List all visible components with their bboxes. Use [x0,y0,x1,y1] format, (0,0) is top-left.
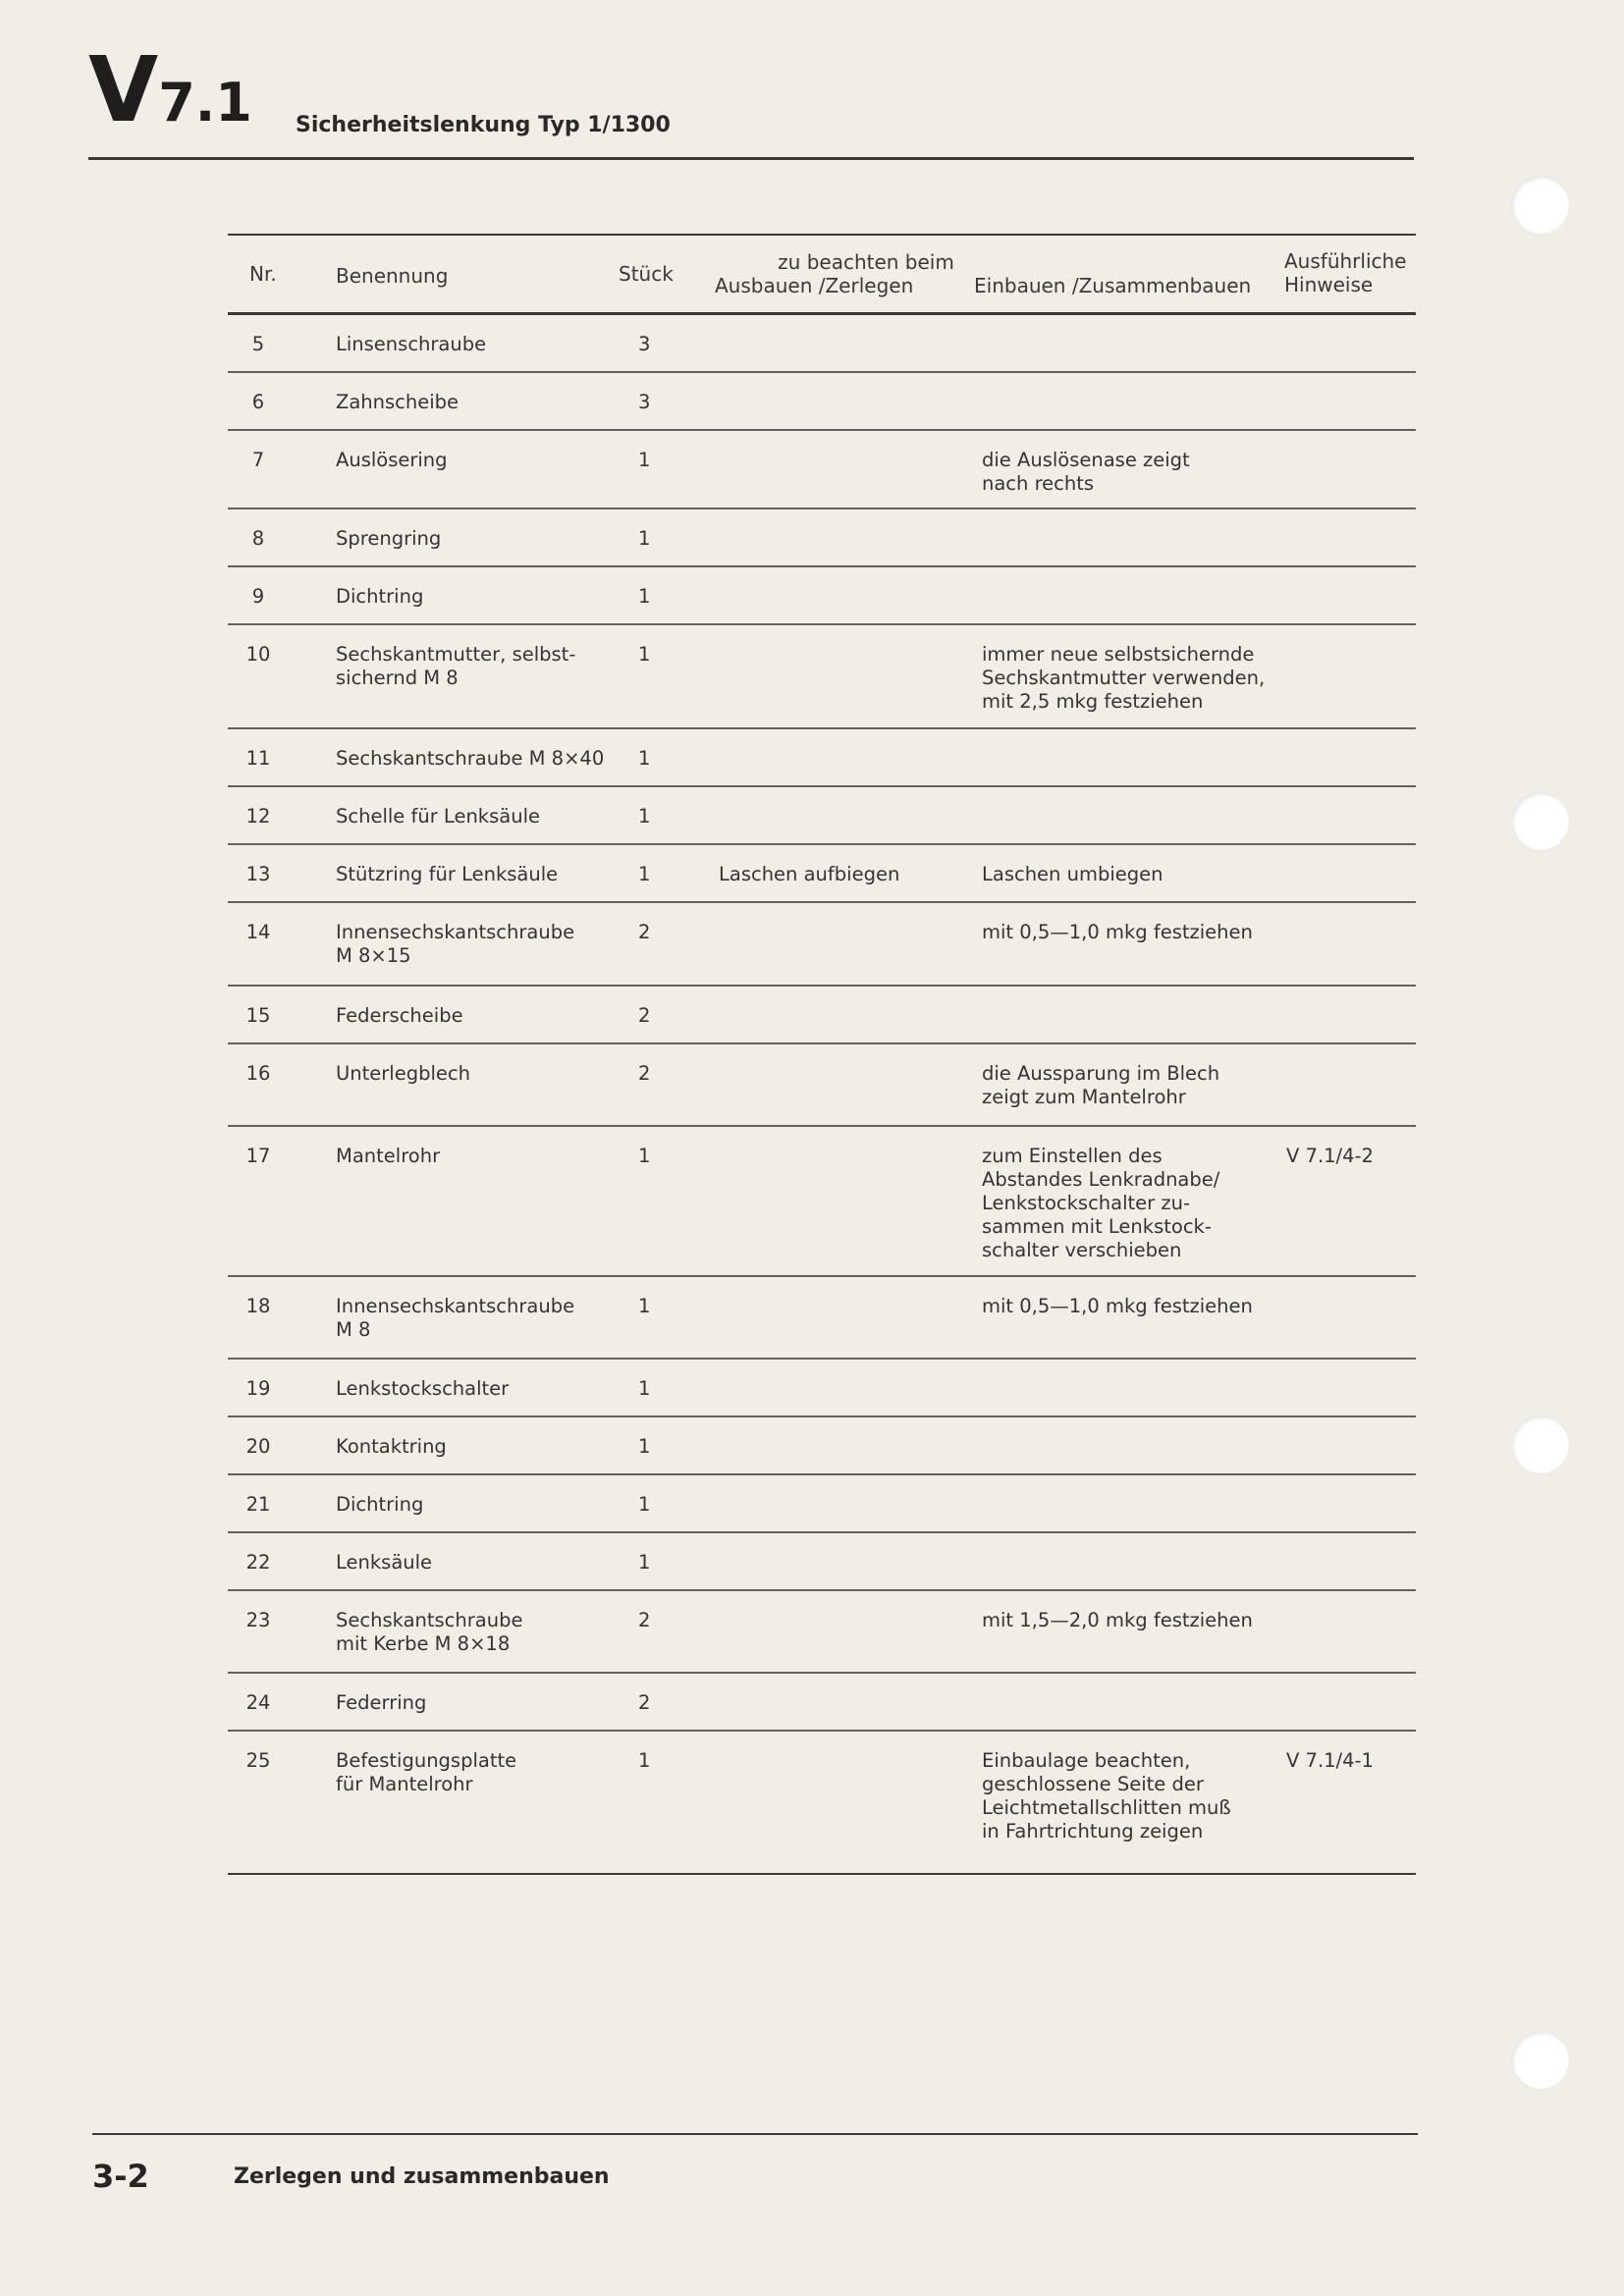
part-quantity: 1 [638,643,651,666]
part-quantity: 1 [638,527,651,550]
row-number: 25 [245,1749,271,1772]
header-ausbauen: Ausbauen /Zerlegen [715,274,914,297]
installation-note: mit 0,5—1,0 mkg festziehen [982,1295,1253,1317]
part-name: Dichtring [336,1493,424,1516]
row-number: 24 [245,1691,271,1714]
header-hinweise-line2: Hinweise [1284,273,1374,296]
installation-note: Laschen umbiegen [982,863,1164,885]
row-number: 18 [245,1295,271,1317]
part-quantity: 3 [638,333,651,355]
row-number: 13 [245,863,271,885]
part-quantity: 2 [638,1691,651,1714]
part-name: Lenksäule [336,1551,433,1574]
part-name: Schelle für Lenksäule [336,805,540,828]
row-number: 11 [245,747,271,770]
table-bottom-rule [228,1873,1416,1875]
row-number: 23 [245,1609,271,1631]
header-einbauen: Einbauen /Zusammenbauen [974,274,1252,297]
table-row [228,1591,1416,1674]
punch-hole [1512,793,1569,850]
part-name: Zahnscheibe [336,391,460,413]
part-quantity: 1 [638,1749,651,1772]
row-number: 6 [251,391,265,413]
page-number: 3-2 [92,2158,149,2195]
part-quantity: 1 [638,1145,651,1167]
row-number: 17 [245,1145,271,1167]
installation-note: immer neue selbstsichernde Sechskantmutter verwenden, mit 2,5 mkg festziehen [982,643,1266,713]
header-hinweise-line1: Ausführliche [1284,249,1407,273]
part-quantity: 2 [638,1004,651,1027]
row-number: 14 [245,921,271,943]
row-number: 7 [251,449,265,471]
row-number: 19 [245,1377,271,1400]
part-quantity: 1 [638,1551,651,1574]
table-row [228,1277,1416,1360]
row-number: 9 [251,585,265,608]
table-row [228,845,1416,903]
punch-hole [1512,2032,1569,2089]
part-name: Sprengring [336,527,442,550]
installation-note: die Aussparung im Blech zeigt zum Mantelrohr [982,1062,1220,1108]
part-quantity: 1 [638,585,651,608]
part-name: Auslösering [336,449,448,471]
reference-note: V 7.1/4-2 [1286,1145,1374,1167]
row-number: 21 [245,1493,271,1516]
row-number: 5 [251,333,265,355]
part-quantity: 2 [638,921,651,943]
installation-note: mit 1,5—2,0 mkg festziehen [982,1609,1253,1631]
part-quantity: 2 [638,1609,651,1631]
part-quantity: 1 [638,1493,651,1516]
footer-rule [92,2133,1418,2135]
table-row [228,1417,1416,1475]
table-row [228,1674,1416,1732]
installation-note: Einbaulage beachten, geschlossene Seite der Leichtmetallschlitten muß in Fahrtrichtung zeigen [982,1749,1231,1842]
row-number: 12 [245,805,271,828]
table-row [228,373,1416,431]
table-row [228,787,1416,845]
table-row [228,431,1416,509]
table-row [228,625,1416,729]
table-row [228,987,1416,1044]
table-row [228,1475,1416,1533]
footer-title: Zerlegen und zusammenbauen [234,2164,610,2189]
table-header [228,234,1416,312]
part-name: Befestigungsplatte für Mantelrohr [336,1749,517,1795]
part-name: Stützring für Lenksäule [336,863,559,885]
installation-note: zum Einstellen des Abstandes Lenkradnabe/ Lenkstockschalter zu- sammen mit Lenkstock- schalter verschieben [982,1145,1220,1261]
table-row [228,1533,1416,1591]
row-number: 15 [245,1004,271,1027]
part-name: Federscheibe [336,1004,463,1027]
page-title: Sicherheitslenkung Typ 1/1300 [296,113,671,137]
part-quantity: 2 [638,1062,651,1085]
section-code-number: 7.1 [158,72,252,133]
table-row [228,1044,1416,1127]
installation-note: die Auslösenase zeigt nach rechts [982,449,1190,495]
part-name: Mantelrohr [336,1145,441,1167]
part-name: Unterlegblech [336,1062,470,1085]
row-number: 16 [245,1062,271,1085]
table-row [228,567,1416,625]
table-row [228,1127,1416,1277]
section-code [88,37,252,142]
part-name: Linsenschraube [336,333,487,355]
part-quantity: 1 [638,805,651,828]
part-name: Sechskantschraube mit Kerbe M 8×18 [336,1609,523,1655]
header-nr: Nr. [249,262,277,286]
table-row [228,729,1416,787]
table-row [228,1360,1416,1417]
header-stueck: Stück [619,262,674,286]
row-number: 22 [245,1551,271,1574]
table-row [228,1732,1416,1873]
part-quantity: 1 [638,863,651,885]
punch-hole [1512,1416,1569,1473]
removal-note: Laschen aufbiegen [719,863,900,885]
part-quantity: 3 [638,391,651,413]
part-name: Federring [336,1691,427,1714]
part-name: Kontaktring [336,1435,447,1458]
part-quantity: 1 [638,1295,651,1317]
part-quantity: 1 [638,1435,651,1458]
part-name: Dichtring [336,585,424,608]
header-zu-beachten: zu beachten beim [778,250,954,274]
row-number: 20 [245,1435,271,1458]
header-benennung: Benennung [336,264,449,288]
row-number: 8 [251,527,265,550]
installation-note: mit 0,5—1,0 mkg festziehen [982,921,1253,943]
row-number: 10 [245,643,271,666]
punch-hole [1512,177,1569,234]
section-code-letter: V [88,37,157,142]
part-name: Innensechskantschraube M 8×15 [336,921,575,967]
part-name: Innensechskantschraube M 8 [336,1295,575,1341]
table-row [228,903,1416,987]
part-quantity: 1 [638,1377,651,1400]
header-rule [88,157,1414,160]
part-name: Sechskantmutter, selbst- sichernd M 8 [336,643,576,689]
part-name: Lenkstockschalter [336,1377,510,1400]
table-body [228,315,1416,1873]
part-quantity: 1 [638,449,651,471]
reference-note: V 7.1/4-1 [1286,1749,1374,1772]
table-row [228,315,1416,373]
part-name: Sechskantschraube M 8×40 [336,747,605,770]
table-row [228,509,1416,567]
part-quantity: 1 [638,747,651,770]
